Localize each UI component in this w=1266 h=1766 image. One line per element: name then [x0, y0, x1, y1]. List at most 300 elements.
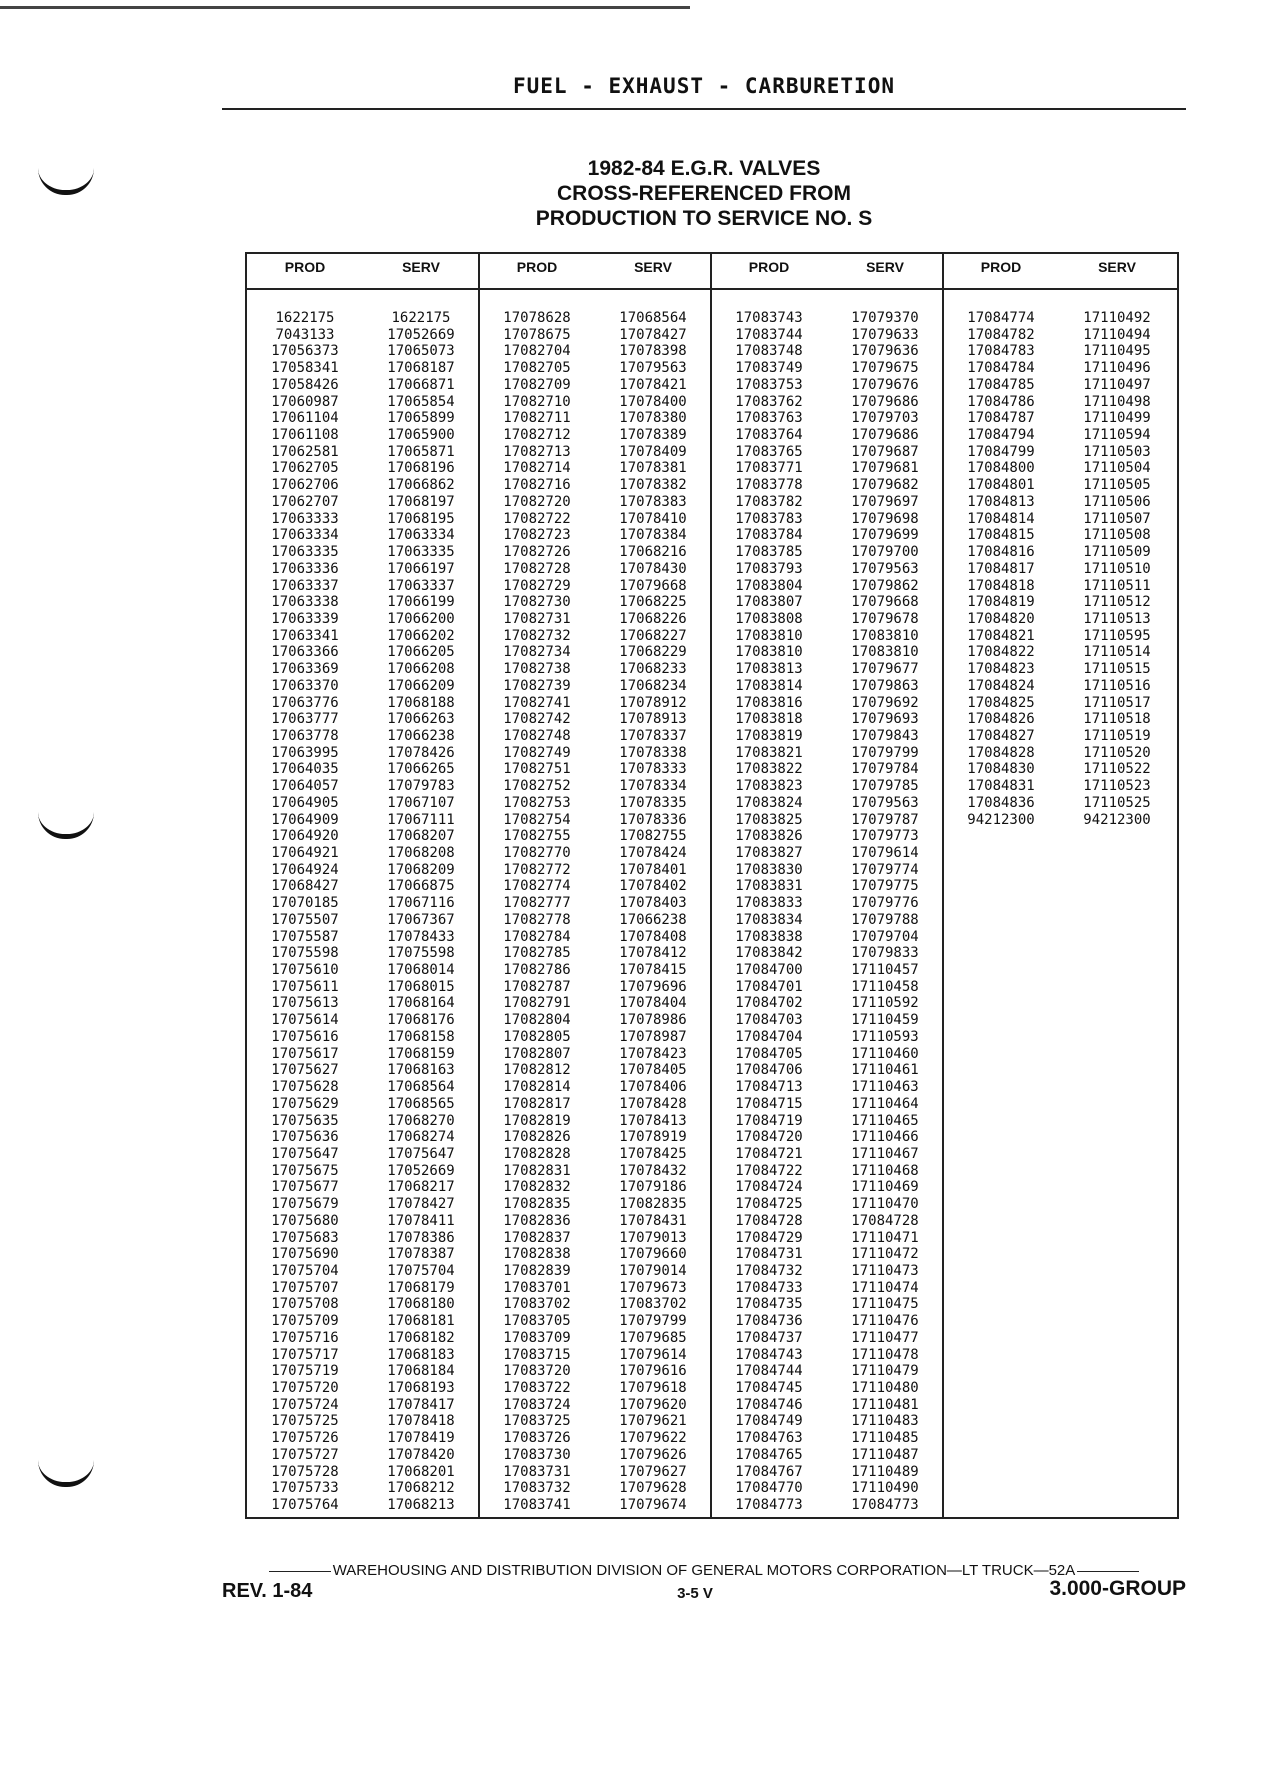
table-row [943, 745, 1175, 762]
prod-number: 17083804 [735, 577, 803, 594]
serv-number: 94212300 [1083, 811, 1151, 828]
table-row [479, 745, 711, 762]
serv-number: 17079788 [851, 911, 919, 928]
prod-number: 17084773 [735, 1497, 803, 1514]
prod-number: 17064921 [271, 845, 339, 861]
table-row [943, 444, 1175, 461]
table-row [479, 1246, 711, 1263]
serv-number: 17068270 [387, 1112, 455, 1129]
serv-number: 17110485 [851, 1430, 919, 1447]
prod-number: 17075726 [271, 1430, 339, 1447]
prod-number: 17083785 [735, 544, 803, 561]
serv-number: 17079799 [619, 1313, 687, 1330]
table-row [247, 594, 479, 611]
table-row [711, 477, 943, 494]
table-row [711, 1480, 943, 1497]
serv-number: 17079862 [851, 577, 919, 594]
prod-number: 17083749 [735, 360, 803, 377]
serv-number: 17067367 [387, 911, 455, 928]
serv-number: 17079693 [851, 711, 919, 728]
prod-number: 17064035 [271, 761, 339, 778]
serv-number: 17068188 [387, 694, 455, 711]
table-row [479, 995, 711, 1012]
serv-number: 17078417 [387, 1396, 455, 1413]
prod-number: 17075733 [271, 1480, 339, 1497]
prod-number: 17064057 [271, 778, 339, 795]
serv-number: 17079626 [619, 1446, 687, 1463]
serv-number: 17078427 [387, 1196, 455, 1213]
prod-number: 17082726 [503, 544, 571, 561]
serv-number: 17078412 [619, 945, 687, 962]
prod-number: 17083830 [735, 861, 803, 878]
serv-number: 17068233 [619, 661, 687, 678]
prod-number: 17083833 [735, 895, 803, 912]
prod-number: 17084784 [967, 360, 1035, 377]
table-row [479, 343, 711, 360]
table-row [943, 761, 1175, 778]
prod-number: 17082742 [503, 711, 571, 728]
prod-number: 17075635 [271, 1112, 339, 1129]
serv-number: 17068201 [387, 1463, 455, 1480]
table-row [479, 862, 711, 879]
serv-number: 17068195 [387, 510, 455, 527]
serv-number: 17078383 [619, 493, 687, 510]
prod-number: 17075629 [271, 1095, 339, 1112]
prod-number: 17083731 [503, 1463, 571, 1480]
serv-number: 17052669 [387, 1162, 455, 1179]
serv-number: 17079863 [851, 677, 919, 694]
prod-number: 17082812 [503, 1062, 571, 1079]
prod-number: 17082807 [503, 1045, 571, 1062]
serv-number: 17078426 [387, 744, 455, 761]
section-header: FUEL - EXHAUST - CARBURETION [512, 74, 895, 98]
prod-number: 17083784 [735, 527, 803, 544]
serv-number: 17079616 [619, 1363, 687, 1380]
serv-number: 17078418 [387, 1413, 455, 1430]
table-row [247, 578, 479, 595]
scan-top-edge [0, 6, 690, 9]
serv-number: 17065899 [387, 410, 455, 427]
table-row [247, 427, 479, 444]
column-group-1 [247, 254, 479, 1517]
serv-number: 17110480 [851, 1380, 919, 1396]
prod-number: 17084721 [735, 1145, 803, 1162]
column-header-prod: PROD [516, 259, 558, 275]
table-row [711, 711, 943, 728]
prod-number: 17075680 [271, 1212, 339, 1229]
prod-number: 17084701 [735, 978, 803, 995]
table-row [711, 327, 943, 344]
serv-number: 17110525 [1083, 794, 1151, 811]
table-row [711, 494, 943, 511]
table-row [479, 394, 711, 411]
serv-number: 17110458 [851, 978, 919, 995]
table-row [711, 1046, 943, 1063]
prod-number: 17075727 [271, 1446, 339, 1463]
serv-number: 17079685 [619, 1329, 687, 1346]
serv-number: 17110514 [1083, 644, 1151, 661]
prod-number: 17084702 [735, 995, 803, 1012]
table-row [479, 661, 711, 678]
column-header-prod: PROD [284, 259, 326, 275]
table-row [247, 1096, 479, 1113]
table-row [711, 1280, 943, 1297]
table-row [943, 377, 1175, 394]
prod-number: 17082751 [503, 761, 571, 778]
prod-number: 17058426 [271, 376, 339, 393]
prod-number: 17075611 [271, 978, 339, 995]
serv-number: 17078409 [619, 443, 687, 460]
table-row [247, 979, 479, 996]
prod-number: 17058341 [271, 360, 339, 377]
table-row [247, 678, 479, 695]
prod-number: 17084729 [735, 1229, 803, 1246]
serv-number: 17110492 [1083, 310, 1151, 326]
serv-number: 17110515 [1083, 661, 1151, 678]
prod-number: 17082786 [503, 962, 571, 979]
table-row [711, 427, 943, 444]
table-row [247, 1447, 479, 1464]
table-row [711, 761, 943, 778]
table-row [711, 561, 943, 578]
serv-number: 17079013 [619, 1229, 687, 1246]
table-row [247, 795, 479, 812]
prod-number: 17083743 [735, 310, 803, 326]
table-row [479, 1347, 711, 1364]
table-row [711, 912, 943, 929]
prod-number: 17083702 [503, 1296, 571, 1313]
serv-number: 17079682 [851, 477, 919, 494]
binder-hole-bottom [38, 1460, 94, 1487]
prod-number: 17083821 [735, 744, 803, 761]
serv-number: 17078401 [619, 861, 687, 878]
table-row [247, 1012, 479, 1029]
prod-number: 17084814 [967, 510, 1035, 527]
table-row [247, 912, 479, 929]
prod-number: 17063995 [271, 744, 339, 761]
table-row [247, 661, 479, 678]
serv-number: 17078431 [619, 1212, 687, 1229]
prod-number: 17075708 [271, 1296, 339, 1313]
header-rule [222, 108, 1186, 110]
table-row [479, 427, 711, 444]
prod-number: 17082774 [503, 878, 571, 895]
prod-number: 17075717 [271, 1346, 339, 1363]
serv-number: 17079783 [387, 778, 455, 795]
serv-number: 17067107 [387, 794, 455, 811]
prod-number: 17084831 [967, 778, 1035, 795]
serv-number: 17079563 [619, 360, 687, 377]
prod-number: 17082753 [503, 794, 571, 811]
table-row [479, 360, 711, 377]
serv-number: 17110507 [1083, 510, 1151, 527]
table-row [711, 678, 943, 695]
table-row [479, 962, 711, 979]
serv-number: 17052669 [387, 326, 455, 343]
serv-number: 17110594 [1083, 427, 1151, 444]
table-row [479, 628, 711, 645]
prod-number: 17082828 [503, 1145, 571, 1162]
prod-number: 17082704 [503, 343, 571, 360]
binder-hole-top [38, 168, 94, 195]
serv-number: 17110505 [1083, 477, 1151, 494]
table-row [247, 410, 479, 427]
serv-number: 17078432 [619, 1162, 687, 1179]
serv-number: 17063335 [387, 544, 455, 561]
prod-number: 17083823 [735, 778, 803, 795]
serv-number: 17110475 [851, 1296, 919, 1313]
prod-number: 17075725 [271, 1413, 339, 1430]
serv-number: 17079622 [619, 1430, 687, 1447]
serv-number: 17110461 [851, 1062, 919, 1079]
prod-number: 17082835 [503, 1196, 571, 1213]
table-row [479, 1380, 711, 1397]
prod-number: 17063336 [271, 560, 339, 577]
prod-number: 17084746 [735, 1396, 803, 1413]
serv-number: 17079636 [851, 343, 919, 360]
table-row [479, 728, 711, 745]
prod-number: 17082728 [503, 560, 571, 577]
serv-number: 17110592 [851, 995, 919, 1012]
serv-number: 17110512 [1083, 594, 1151, 611]
table-row [943, 594, 1175, 611]
table-row [247, 1113, 479, 1130]
serv-number: 17063337 [387, 577, 455, 594]
prod-number: 17083842 [735, 945, 803, 962]
serv-number: 17079633 [851, 326, 919, 343]
serv-number: 17083810 [851, 627, 919, 644]
table-row [247, 1029, 479, 1046]
prod-number: 17082805 [503, 1028, 571, 1045]
prod-number: 17083826 [735, 828, 803, 845]
prod-number: 17083824 [735, 794, 803, 811]
table-row [943, 360, 1175, 377]
prod-number: 17083808 [735, 610, 803, 627]
serv-number: 17068182 [387, 1329, 455, 1346]
serv-number: 17068208 [387, 845, 455, 861]
table-row [247, 1363, 479, 1380]
table-row [479, 1012, 711, 1029]
prod-number: 17083834 [735, 911, 803, 928]
prod-number: 17082837 [503, 1229, 571, 1246]
prod-number: 17084705 [735, 1045, 803, 1062]
column-header-serv: SERV [634, 259, 672, 275]
prod-number: 17075627 [271, 1062, 339, 1079]
serv-number: 17110467 [851, 1145, 919, 1162]
prod-number: 17082723 [503, 527, 571, 544]
prod-number: 17084736 [735, 1313, 803, 1330]
serv-number: 17079563 [851, 560, 919, 577]
prod-number: 17083720 [503, 1363, 571, 1380]
prod-number: 17084767 [735, 1463, 803, 1480]
prod-number: 17062707 [271, 493, 339, 510]
prod-number: 17083822 [735, 761, 803, 778]
serv-number: 17079370 [851, 310, 919, 326]
table-row [247, 862, 479, 879]
table-row [711, 878, 943, 895]
table-row [711, 929, 943, 946]
serv-number: 17065854 [387, 393, 455, 410]
table-row [479, 511, 711, 528]
prod-number: 17075614 [271, 1012, 339, 1029]
table-row [247, 1146, 479, 1163]
table-row [247, 1246, 479, 1263]
table-row [711, 862, 943, 879]
rows-list [711, 310, 943, 1514]
table-row [247, 1397, 479, 1414]
table-row [711, 1096, 943, 1113]
serv-number: 17078424 [619, 845, 687, 861]
table-row [711, 728, 943, 745]
table-row [247, 745, 479, 762]
serv-number: 17079773 [851, 828, 919, 845]
column-group-4 [943, 254, 1175, 1517]
table-row [479, 695, 711, 712]
table-row [711, 812, 943, 829]
table-row [479, 1096, 711, 1113]
revision-label: REV. 1-84 [222, 1580, 313, 1602]
prod-number: 17083764 [735, 427, 803, 444]
prod-number: 17083701 [503, 1279, 571, 1296]
table-row [479, 494, 711, 511]
prod-number: 17084749 [735, 1413, 803, 1430]
prod-number: 17063337 [271, 577, 339, 594]
prod-number: 17082731 [503, 610, 571, 627]
table-row [247, 1062, 479, 1079]
serv-number: 17110495 [1083, 343, 1151, 360]
table-row [943, 812, 1175, 829]
prod-number: 17063776 [271, 694, 339, 711]
table-row [247, 711, 479, 728]
serv-number: 17066199 [387, 594, 455, 611]
serv-number: 17068207 [387, 828, 455, 845]
prod-number: 17082730 [503, 594, 571, 611]
serv-number: 17079687 [851, 443, 919, 460]
serv-number: 17110457 [851, 962, 919, 979]
table-row [943, 728, 1175, 745]
serv-number: 17078919 [619, 1129, 687, 1146]
prod-number: 17084704 [735, 1028, 803, 1045]
prod-number: 17083765 [735, 443, 803, 460]
serv-number: 17110483 [851, 1413, 919, 1430]
table-row [711, 995, 943, 1012]
prod-number: 17083744 [735, 326, 803, 343]
prod-number: 17082817 [503, 1095, 571, 1112]
prod-number: 17083831 [735, 878, 803, 895]
serv-number: 17068274 [387, 1129, 455, 1146]
prod-number: 17083705 [503, 1313, 571, 1330]
table-row [247, 477, 479, 494]
serv-number: 17083702 [619, 1296, 687, 1313]
prod-number: 17084821 [967, 627, 1035, 644]
table-row [711, 1413, 943, 1430]
prod-number: 17083762 [735, 393, 803, 410]
table-row [247, 1079, 479, 1096]
prod-number: 17082754 [503, 811, 571, 828]
serv-number: 17068213 [387, 1497, 455, 1514]
footer-division-text: WAREHOUSING AND DISTRIBUTION DIVISION OF GENERAL MOTORS CORPORATION—LT TRUCK—52A [332, 1562, 1076, 1579]
serv-number: 17110471 [851, 1229, 919, 1246]
serv-number: 17110464 [851, 1095, 919, 1112]
table-row [247, 628, 479, 645]
table-row [247, 460, 479, 477]
table-row [943, 527, 1175, 544]
prod-number: 17083827 [735, 845, 803, 861]
table-row [711, 1263, 943, 1280]
prod-number: 17084782 [967, 326, 1035, 343]
serv-number: 17065900 [387, 427, 455, 444]
table-row [943, 678, 1175, 695]
serv-number: 17110479 [851, 1363, 919, 1380]
serv-number: 17078427 [619, 326, 687, 343]
prod-number: 17082831 [503, 1162, 571, 1179]
serv-number: 17068564 [387, 1079, 455, 1096]
column-divider [710, 254, 712, 1517]
table-row [711, 644, 943, 661]
serv-number: 17078408 [619, 928, 687, 945]
serv-number: 17110517 [1083, 694, 1151, 711]
table-row [247, 962, 479, 979]
table-row [711, 310, 943, 327]
table-row [943, 711, 1175, 728]
serv-number: 17079614 [851, 845, 919, 861]
title-line-1: 1982-84 E.G.R. VALVES [587, 157, 821, 180]
prod-number: 17082839 [503, 1262, 571, 1279]
serv-number: 17110503 [1083, 443, 1151, 460]
serv-number: 17078338 [619, 744, 687, 761]
table-row [479, 1263, 711, 1280]
serv-number: 17079686 [851, 427, 919, 444]
table-row [479, 1480, 711, 1497]
prod-number: 17063333 [271, 510, 339, 527]
prod-number: 17075720 [271, 1380, 339, 1396]
table-row [943, 544, 1175, 561]
prod-number: 17082814 [503, 1079, 571, 1096]
prod-number: 17083816 [735, 694, 803, 711]
serv-number: 17068217 [387, 1179, 455, 1196]
serv-number: 17066209 [387, 677, 455, 694]
table-row [479, 1413, 711, 1430]
table-row [479, 561, 711, 578]
serv-number: 17110466 [851, 1129, 919, 1146]
table-row [247, 444, 479, 461]
serv-number: 17079697 [851, 493, 919, 510]
prod-number: 17083763 [735, 410, 803, 427]
serv-number: 17110513 [1083, 610, 1151, 627]
serv-number: 17079678 [851, 610, 919, 627]
prod-number: 17083753 [735, 376, 803, 393]
table-row [247, 1313, 479, 1330]
table-row [943, 394, 1175, 411]
prod-number: 17084744 [735, 1363, 803, 1380]
prod-number: 17082711 [503, 410, 571, 427]
prod-number: 17075716 [271, 1329, 339, 1346]
table-row [247, 644, 479, 661]
serv-number: 17078389 [619, 427, 687, 444]
serv-number: 17078334 [619, 778, 687, 795]
serv-number: 17065073 [387, 343, 455, 360]
prod-number: 17084827 [967, 727, 1035, 744]
table-row [479, 711, 711, 728]
table-row [247, 1430, 479, 1447]
table-row [711, 1079, 943, 1096]
prod-number: 17083748 [735, 343, 803, 360]
prod-number: 17075647 [271, 1145, 339, 1162]
prod-number: 17084786 [967, 393, 1035, 410]
column-header-prod: PROD [748, 259, 790, 275]
table-row [943, 611, 1175, 628]
serv-number: 17082755 [619, 828, 687, 845]
